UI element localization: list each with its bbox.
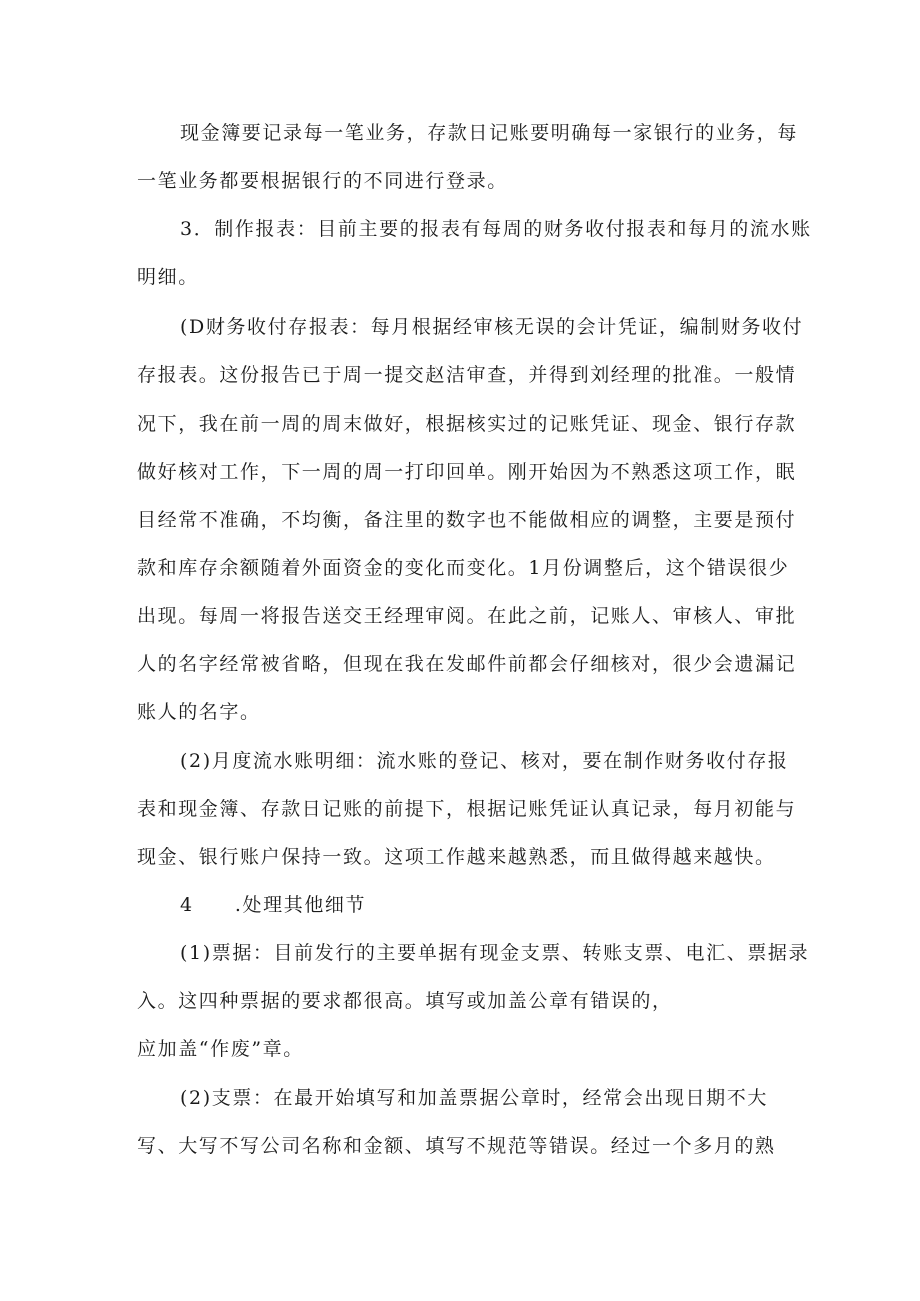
text-line: 4 .处理其他细节 xyxy=(180,894,367,916)
text-line: 现金、银行账户保持一致。这项工作越来越熟悉，而且做得越来越快。 xyxy=(137,846,776,868)
text-line: 现金簿要记录每一笔业务，存款日记账要明确每一家银行的业务，每 xyxy=(180,122,799,144)
text-line: 表和现金簿、存款日记账的前提下，根据记账凭证认真记录，每月初能与 xyxy=(137,798,797,820)
text-line: (1)票据：目前发行的主要单据有现金支票、转账支票、电汇、票据录 xyxy=(180,942,810,964)
text-line: 款和库存余额随着外面资金的变化而变化。1月份调整后，这个错误很少 xyxy=(137,557,790,579)
text-line: (2)月度流水账明细：流水账的登记、核对，要在制作财务收付存报 xyxy=(180,750,789,772)
text-line: 存报表。这份报告已于周一提交赵洁审查，并得到刘经理的批准。一般情 xyxy=(137,364,797,386)
text-line: 做好核对工作，下一周的周一打印回单。刚开始因为不熟悉这项工作，眠 xyxy=(137,461,797,483)
text-line: 况下，我在前一周的周末做好，根据核实过的记账凭证、现金、银行存款 xyxy=(137,413,797,435)
text-line: (2)支票：在最开始填写和加盖票据公章时，经常会出现日期不大 xyxy=(180,1087,768,1109)
text-line: 人的名字经常被省略，但现在我在发邮件前都会仔细核对，很少会遗漏记 xyxy=(137,653,797,675)
text-line: 入。这四种票据的要求都很高。填写或加盖公章有错误的， xyxy=(137,990,673,1012)
text-line: 明细。 xyxy=(137,266,199,288)
text-line: 目经常不准确，不均衡，备注里的数字也不能做相应的调整，主要是预付 xyxy=(137,509,797,531)
text-line: 一笔业务都要根据银行的不同进行登录。 xyxy=(137,170,508,192)
text-line: 3．制作报表：目前主要的报表有每周的财务收付报表和每月的流水账 xyxy=(180,218,812,240)
text-line: 写、大写不写公司名称和金额、填写不规范等错误。经过一个多月的熟 xyxy=(137,1135,776,1157)
text-line: 应加盖“作废”章。 xyxy=(137,1038,304,1060)
text-line: 出现。每周一将报告送交王经理审阅。在此之前，记账人、审核人、审批 xyxy=(137,605,797,627)
text-line: (D财务收付存报表：每月根据经审核无误的会计凭证，编制财务收付 xyxy=(180,316,804,338)
text-line: 账人的名字。 xyxy=(137,701,261,723)
